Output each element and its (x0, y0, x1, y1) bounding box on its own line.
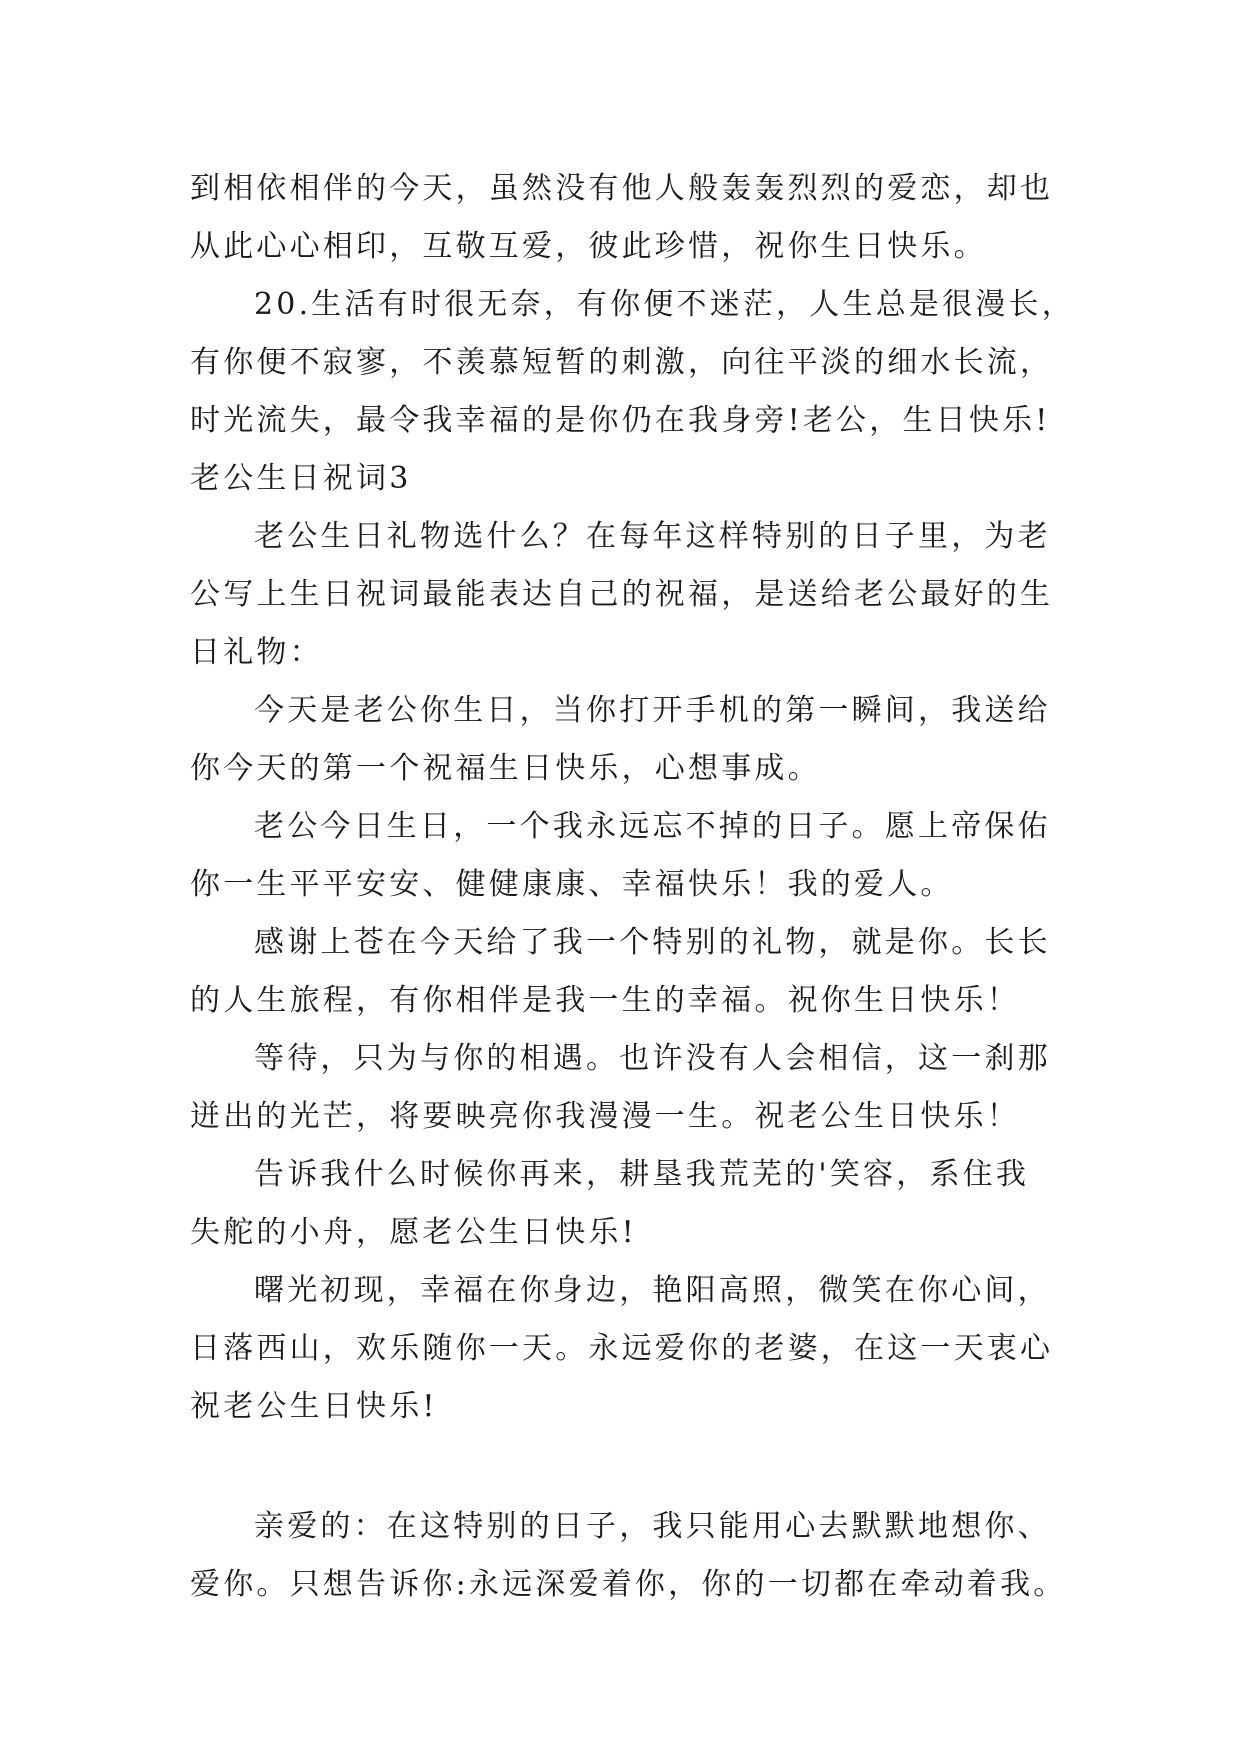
text-line: 时光流失，最令我幸福的是你仍在我身旁!老公，生日快乐! (190, 403, 1051, 438)
text-line: 亲爱的：在这特别的日子，我只能用心去默默地想你、 (254, 1509, 1051, 1544)
text-line: 等待，只为与你的相遇。也许没有人会相信，这一刹那 (254, 1041, 1051, 1076)
text-line: 老公生日礼物选什么？在每年这样特别的日子里，为老 (254, 519, 1051, 554)
text-line: 祝老公生日快乐! (190, 1389, 438, 1424)
text-line: 老公今日生日，一个我永远忘不掉的日子。愿上帝保佑 (254, 809, 1051, 844)
text-line: 爱你。只想告诉你:永远深爱着你，你的一切都在牵动着我。 (190, 1567, 1067, 1602)
text-line: 曙光初现，幸福在你身边，艳阳高照，微笑在你心间， (254, 1273, 1051, 1308)
paragraph-gap (190, 1436, 1052, 1498)
text-line: 你一生平平安安、健健康康、幸福快乐！我的爱人。 (190, 867, 954, 902)
text-line: 告诉我什么时候你再来，耕垦我荒芜的'笑容，系住我 (254, 1157, 1030, 1192)
text-line: 从此心心相印，互敬互爱，彼此珍惜，祝你生日快乐。 (190, 229, 987, 264)
section-heading: 老公生日祝词3 (190, 461, 412, 496)
text-line: 日落西山，欢乐随你一天。永远爱你的老婆，在这一天衷心 (190, 1331, 1054, 1366)
text-line: 你今天的第一个祝福生日快乐，心想事成。 (190, 751, 821, 786)
text-line: 感谢上苍在今天给了我一个特别的礼物，就是你。长长 (254, 925, 1051, 960)
document-page (190, 160, 1075, 1614)
text-line: 迸出的光芒，将要映亮你我漫漫一生。祝老公生日快乐！ (190, 1099, 1020, 1134)
text-line: 失舵的小舟，愿老公生日快乐! (190, 1215, 637, 1250)
text-line: 有你便不寂寥，不羡慕短暂的刺激，向往平淡的细水长流， (190, 345, 1054, 380)
text-line: 20.生活有时很无奈，有你便不迷茫，人生总是很漫长， (254, 287, 1075, 322)
text-line: 到相依相伴的今天，虽然没有他人般轰轰烈烈的爱恋，却也 (190, 171, 1054, 206)
text-line: 公写上生日祝词最能表达自己的祝福，是送给老公最好的生 (190, 577, 1054, 612)
text-line: 日礼物： (190, 635, 323, 670)
text-line: 的人生旅程，有你相伴是我一生的幸福。祝你生日快乐！ (190, 983, 1020, 1018)
text-line: 今天是老公你生日，当你打开手机的第一瞬间，我送给 (254, 693, 1051, 728)
